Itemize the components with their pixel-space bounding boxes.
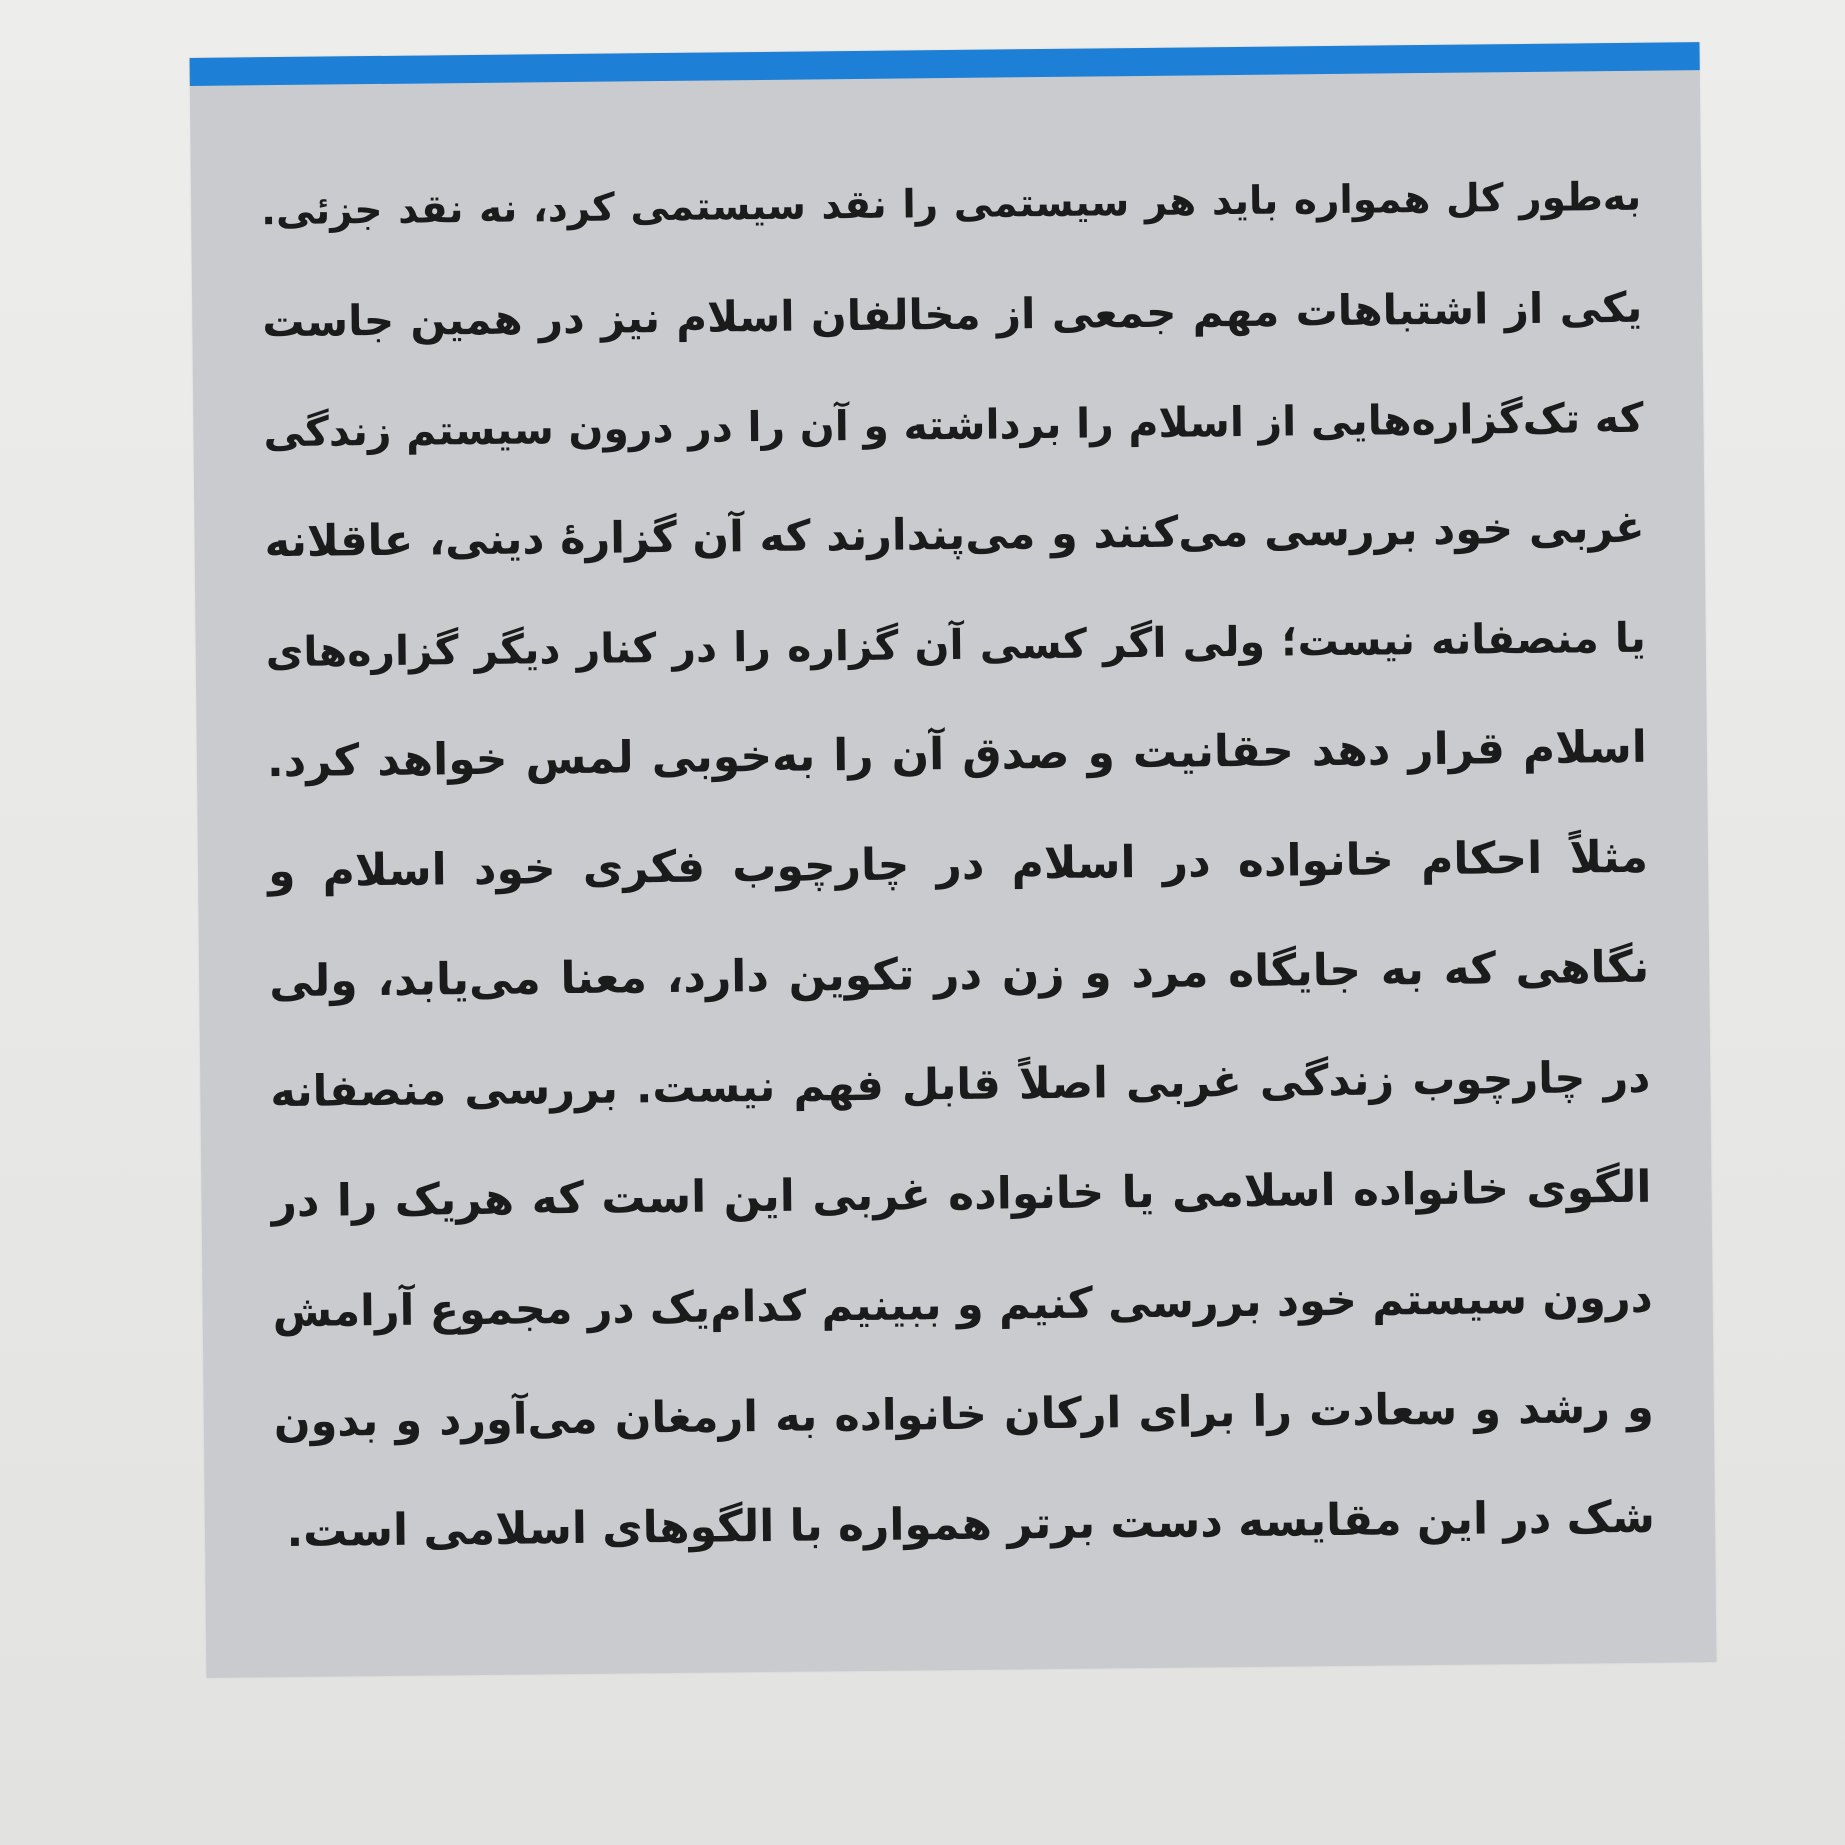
passage-line: در چارچوب زندگی غربی اصلاً قابل فهم نیست. بررسی منصفانه bbox=[270, 1052, 1651, 1118]
passage-text bbox=[261, 143, 1656, 1587]
passage-line: و رشد و سعادت را برای ارکان خانواده به ارمغان می‌آورد و بدون bbox=[273, 1382, 1655, 1448]
passage-line: شک در این مقایسه دست برتر همواره با الگوهای اسلامی است. bbox=[286, 1491, 1656, 1558]
passage-line: به‌طور کل همواره باید هر سیستمی را نقد سیستمی کرد، نه نقد جزئی. bbox=[260, 174, 1642, 235]
passage-line: مثلاً احکام خانواده در اسلام در چارچوب فکری خود اسلام و bbox=[267, 831, 1649, 898]
passage-line: که تک‌گزاره‌هایی از اسلام را برداشته و آن را در درون سیستم زندگی bbox=[263, 393, 1644, 457]
passage-line: درون سیستم خود بررسی کنیم و ببینیم کدام‌یک در مجموع آرامش bbox=[272, 1272, 1653, 1338]
text-card bbox=[190, 42, 1717, 1678]
passage-line: یا منصفانه نیست؛ ولی اگر کسی آن گزاره را در کنار دیگر گزاره‌های bbox=[265, 613, 1646, 677]
passage-line: غربی خود بررسی می‌کنند و می‌پندارند که آن گزارهٔ دینی، عاقلانه bbox=[264, 502, 1645, 568]
passage-line: یکی از اشتباهات مهم جمعی از مخالفان اسلام نیز در همین جاست bbox=[262, 282, 1643, 347]
passage-line: اسلام قرار دهد حقانیت و صدق آن را به‌خوبی لمس خواهد کرد. bbox=[266, 721, 1648, 788]
passage-line: نگاهی که به جایگاه مرد و زن در تکوین دارد، معنا می‌یابد، ولی bbox=[268, 941, 1650, 1008]
passage-line: الگوی خانواده اسلامی یا خانواده غربی این است که هریک را در bbox=[271, 1161, 1652, 1228]
